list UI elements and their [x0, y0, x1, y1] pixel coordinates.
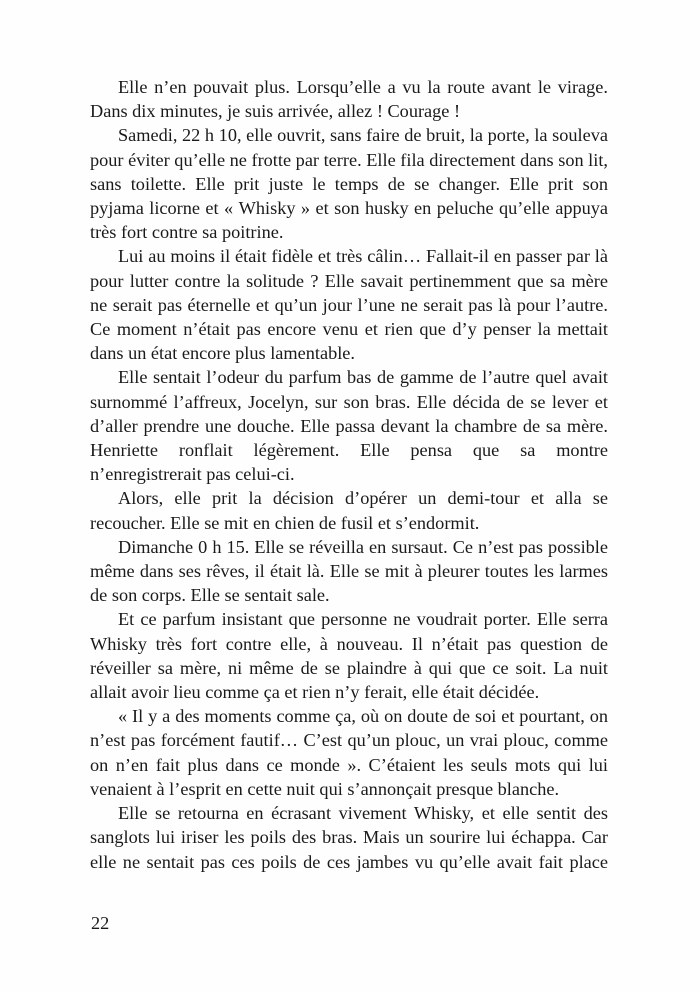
paragraph-9: Elle se retourna en écrasant vivement Whisky, et elle sentit des sanglots lui iriser les poils des bras. Mais un sourire lui échappa. Car elle ne sentait pas ces poils de ces jambes vu qu’elle avait fait place: [90, 803, 608, 872]
paragraph-1: Elle n’en pouvait plus. Lorsqu’elle a vu la route avant le virage. Dans dix minutes, je suis arrivée, allez ! Courage !: [90, 77, 608, 122]
page-number: 22: [91, 913, 110, 933]
paragraph-4: Elle sentait l’odeur du parfum bas de gamme de l’autre quel avait surnommé l’affreux, Jocelyn, sur son bras. Elle décida de se lever et d’aller prendre une douche. Elle passa devant la chambre de sa mère. Henriette ronflait légèrement. Elle pensa que sa montre n’enregistrerait pas celui-ci.: [90, 367, 608, 485]
paragraph-7: Et ce parfum insistant que personne ne voudrait porter. Elle serra Whisky très fort contre elle, à nouveau. Il n’était pas question de réveiller sa mère, ni même de se plaindre à qui que ce soit. La nuit allait avoir lieu comme ça et rien n’y ferait, elle était décidée.: [90, 609, 608, 703]
paragraph-2: Samedi, 22 h 10, elle ouvrit, sans faire de bruit, la porte, la souleva pour éviter qu’elle ne frotte par terre. Elle fila directement dans son lit, sans toilette. Elle prit juste le temps de se changer. Elle prit son pyjama licorne et « Whisky » et son husky en peluche qu’elle appuya très fort contre sa poitrine.: [90, 125, 608, 243]
paragraph-3: Lui au moins il était fidèle et très câlin… Fallait-il en passer par là pour lutter contre la solitude ? Elle savait pertinemment que sa mère ne serait pas éternelle et qu’un jour l’une ne serait pas là pour l’autre. Ce moment n’était pas encore venu et rien que d’y penser la mettait dans un état encore plus lamentable.: [90, 246, 608, 364]
paragraph-8: « Il y a des moments comme ça, où on doute de soi et pourtant, on n’est pas forcément fautif… C’est qu’un plouc, un vrai plouc, comme on n’en fait plus dans ce monde ». C’étaient les seuls mots qui lui venaient à l’esprit en cette nuit qui s’annonçait presque blanche.: [90, 706, 608, 799]
body-text: [90, 75, 608, 874]
paragraph-5: Alors, elle prit la décision d’opérer un demi-tour et alla se recoucher. Elle se mit en chien de fusil et s’endormit.: [90, 488, 608, 533]
paragraph-6: Dimanche 0 h 15. Elle se réveilla en sursaut. Ce n’est pas possible même dans ses rêves, il était là. Elle se mit à pleurer toutes les larmes de son corps. Elle se sentait sale.: [90, 536, 608, 606]
